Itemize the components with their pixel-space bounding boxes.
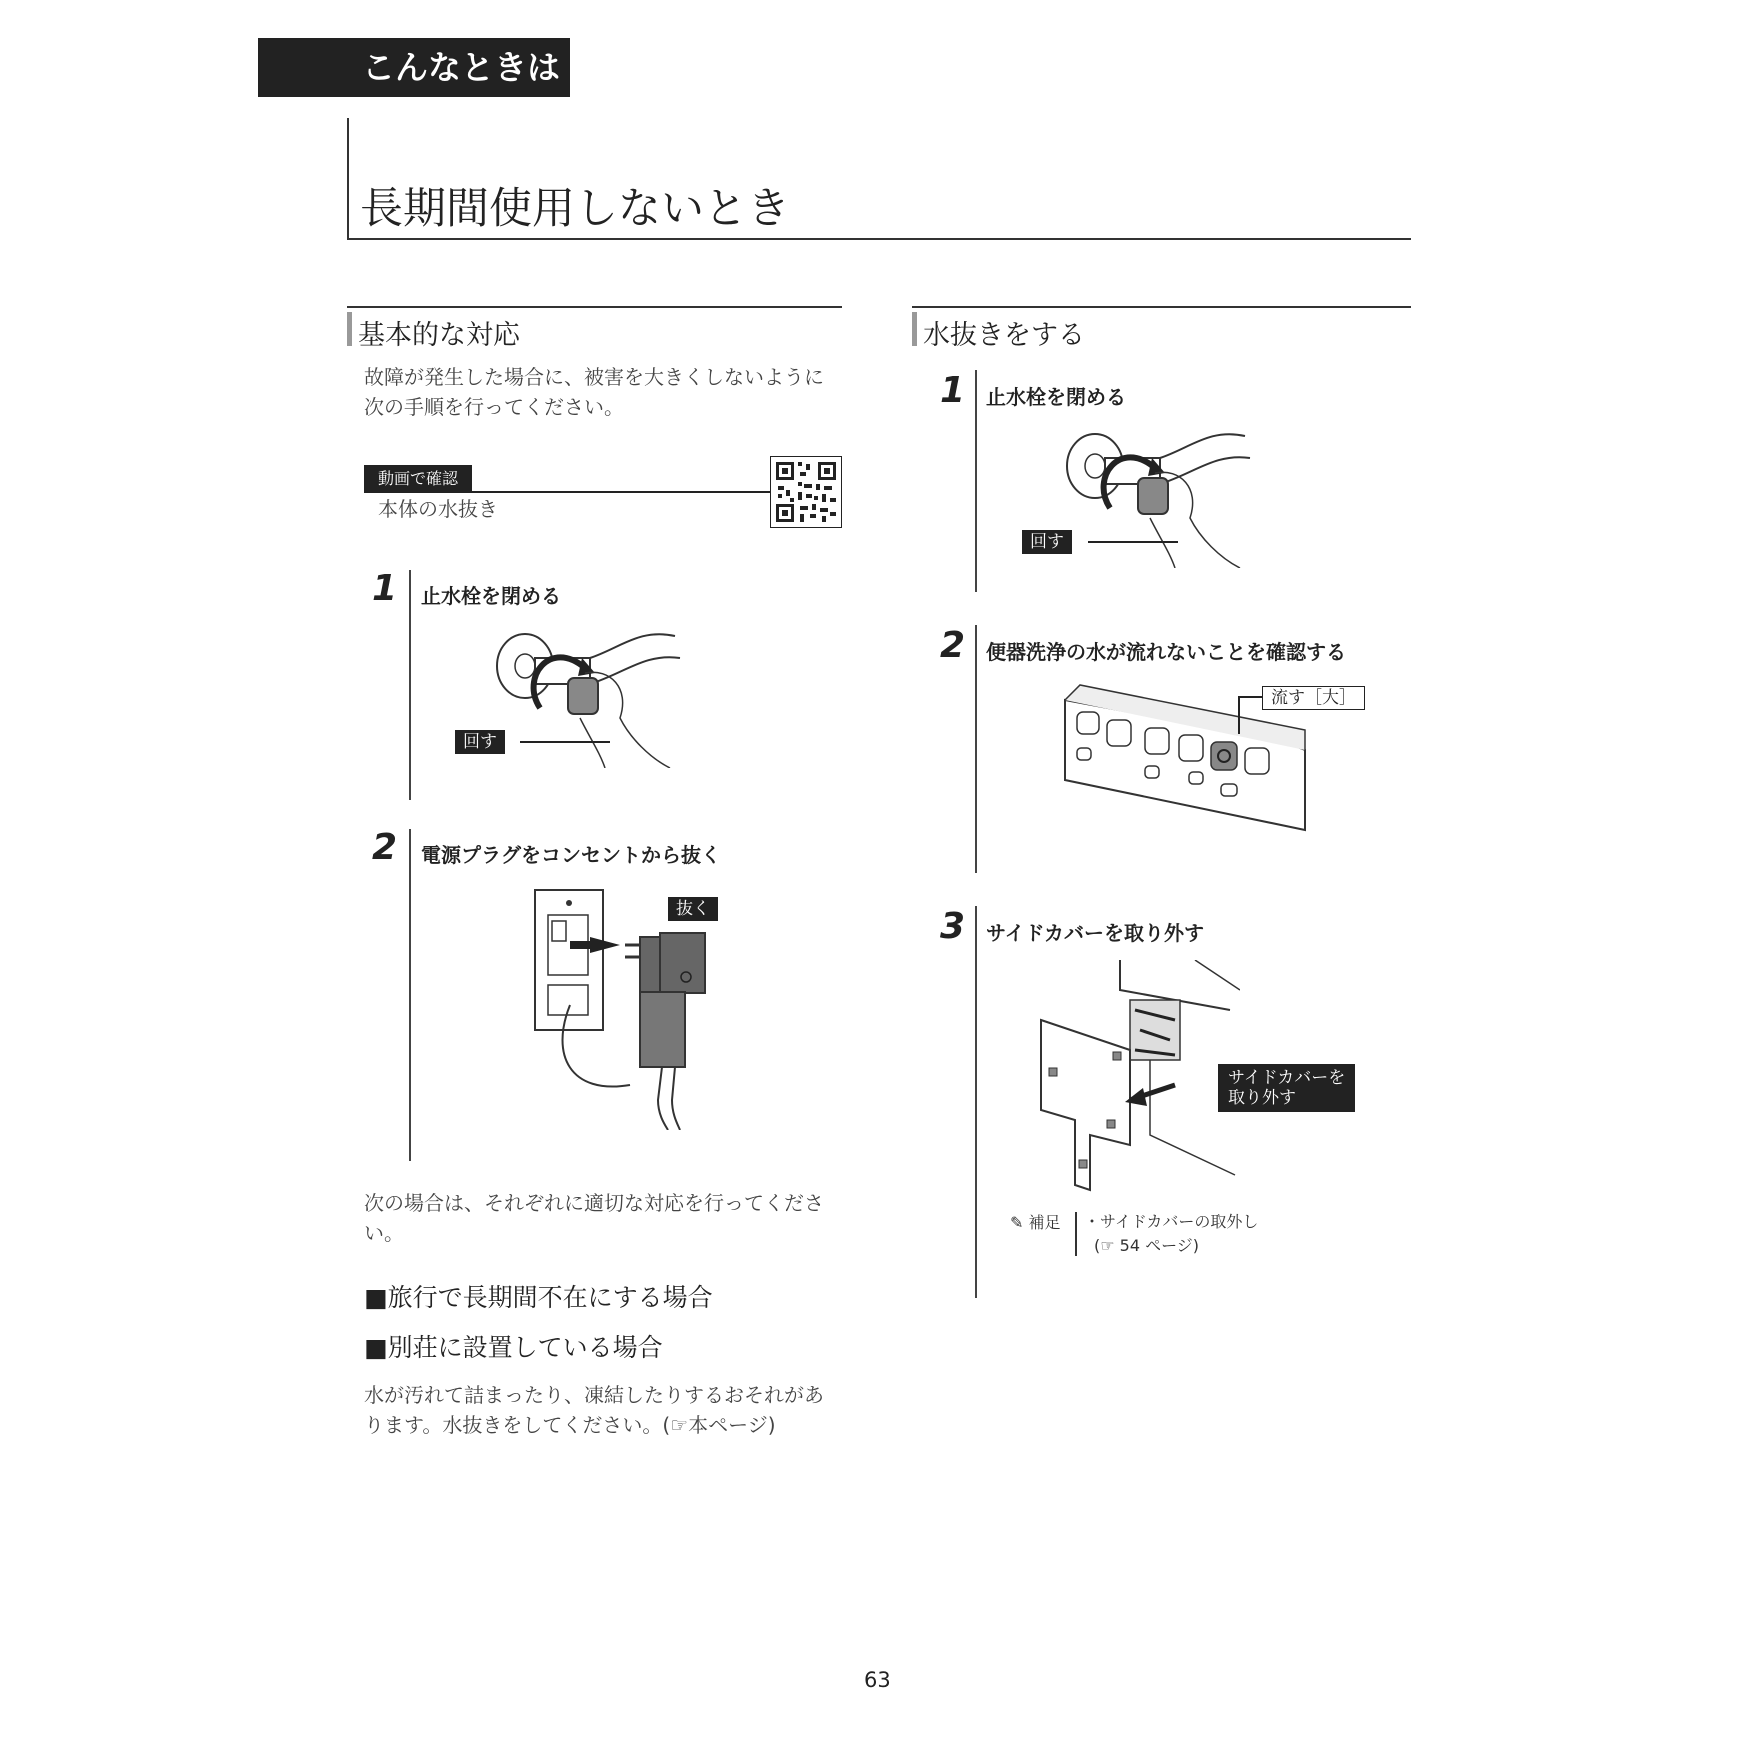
callout-rotate: 回す: [455, 730, 505, 754]
follow-line: い。: [364, 1221, 404, 1245]
section-rule: [347, 306, 842, 308]
title-rule-vertical: [347, 118, 349, 240]
step-title: 止水栓を閉める: [986, 385, 1126, 409]
note-reference-link[interactable]: (☞ 54 ページ): [1094, 1236, 1200, 1255]
section-marker: [912, 312, 917, 346]
callout-leader: [1088, 541, 1178, 543]
callout-leader: [1238, 696, 1240, 734]
callout-remove-cover: [1218, 1064, 1355, 1112]
step-title: 電源プラグをコンセントから抜く: [421, 843, 721, 867]
note-rule: [1075, 1212, 1077, 1256]
step-title: サイドカバーを取り外す: [986, 921, 1204, 945]
step-number: 2: [372, 827, 398, 868]
video-badge: 動画で確認: [364, 465, 472, 493]
power-plug-illustration: [530, 885, 720, 1130]
case-heading-villa: ■別荘に設置している場合: [364, 1333, 663, 1362]
callout-rotate: 回す: [1022, 530, 1072, 554]
step-rule: [409, 570, 411, 800]
step-rule: [409, 829, 411, 1161]
step-number: 1: [940, 370, 966, 411]
section-title-basic: 基本的な対応: [358, 320, 520, 351]
title-rule-horizontal: [347, 238, 1411, 240]
intro-text: [364, 362, 844, 422]
note-label: [1010, 1210, 1061, 1233]
note-label-text: 補足: [1028, 1213, 1061, 1232]
section-title-drain: 水抜きをする: [923, 320, 1085, 351]
pencil-icon: ✎: [1010, 1213, 1024, 1232]
step-title: 止水栓を閉める: [421, 584, 561, 608]
step-title: 便器洗浄の水が流れないことを確認する: [986, 640, 1346, 664]
page-title: 長期間使用しないとき: [360, 184, 790, 234]
step-number: 1: [372, 568, 398, 609]
intro-line: 故障が発生した場合に、被害を大きくしないように: [364, 365, 824, 389]
note-line: ・サイドカバーの取外し: [1084, 1212, 1259, 1231]
callout-line-text: 取り外す: [1228, 1088, 1296, 1108]
side-cover-illustration: [1035, 960, 1240, 1195]
video-rule: [364, 491, 772, 493]
callout-unplug: 抜く: [668, 897, 718, 921]
note-text: [1084, 1210, 1258, 1258]
step-rule: [975, 906, 977, 1298]
section-marker: [347, 312, 352, 346]
callout-leader: [520, 741, 610, 743]
step-number: 3: [940, 906, 966, 947]
faucet-valve-illustration: [490, 628, 690, 768]
cases-line: ります。水抜きをしてください。(☞本ページ): [364, 1413, 776, 1437]
step-number: 2: [940, 625, 966, 666]
case-heading-travel: ■旅行で長期間不在にする場合: [364, 1283, 713, 1312]
faucet-valve-illustration: [1060, 428, 1260, 568]
intro-line: 次の手順を行ってください。: [364, 395, 624, 419]
step-rule: [975, 370, 977, 592]
cases-text: [364, 1380, 844, 1440]
section-rule: [912, 306, 1411, 308]
follow-text: [364, 1188, 844, 1248]
video-caption: 本体の水抜き: [378, 497, 498, 521]
callout-line-text: サイドカバーを: [1228, 1068, 1346, 1088]
callout-flush-large: 流す［大］: [1262, 686, 1365, 710]
page-number: 63: [864, 1668, 891, 1692]
step-rule: [975, 625, 977, 873]
chapter-tag: こんなときは: [258, 38, 570, 97]
follow-line: 次の場合は、それぞれに適切な対応を行ってくださ: [364, 1191, 824, 1215]
cases-line: 水が汚れて詰まったり、凍結したりするおそれがあ: [364, 1383, 824, 1407]
qr-code[interactable]: [770, 456, 842, 528]
